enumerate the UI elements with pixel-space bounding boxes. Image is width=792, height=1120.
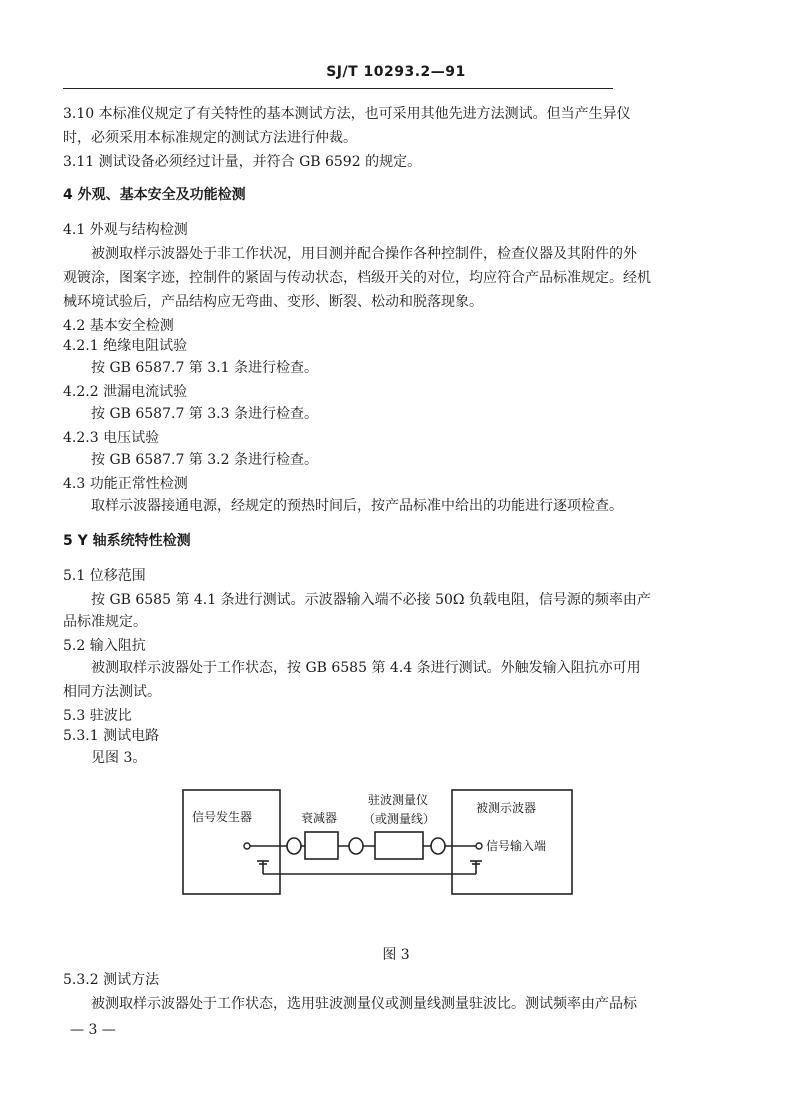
section-5-3-2-heading: 5.3.2 测试方法 <box>63 972 160 988</box>
para-5-3-1: 见图 3。 <box>91 750 147 766</box>
section-4-3-heading: 4.3 功能正常性检测 <box>63 476 188 492</box>
para-3-11: 3.11 测试设备必须经过计量，并符合 GB 6592 的规定。 <box>63 154 422 170</box>
section-4-2-2-heading: 4.2.2 泄漏电流试验 <box>63 384 188 400</box>
test-circuit-diagram <box>180 785 580 900</box>
attenuator-box <box>305 832 338 859</box>
swr-meter-box <box>375 832 423 859</box>
section-4-2-3-heading: 4.2.3 电压试验 <box>63 430 160 446</box>
section-5-2-heading: 5.2 输入阻抗 <box>63 638 146 654</box>
section-4-heading: 4 外观、基本安全及功能检测 <box>63 187 246 203</box>
para-5-2-line1: 被测取样示波器处于工作状态，按 GB 6585 第 4.4 条进行测试。外触发输入阻抗亦可用 <box>91 660 641 676</box>
signal-input-label: 信号输入端 <box>486 839 547 853</box>
section-4-1-heading: 4.1 外观与结构检测 <box>63 222 188 238</box>
section-4-2-1-heading: 4.2.1 绝缘电阻试验 <box>63 338 188 354</box>
connector-2 <box>349 838 363 854</box>
para-3-10-line1: 3.10 本标准仪规定了有关特性的基本测试方法，也可采用其他先进方法测试。但当产生异仪 <box>63 106 631 122</box>
oscilloscope-label: 被测示波器 <box>476 801 537 815</box>
signal-generator-label: 信号发生器 <box>192 810 253 824</box>
connector-3 <box>431 838 445 854</box>
para-4-1-line2: 观镀涂，图案字迹，控制件的紧固与传动状态，档级开关的对位，均应符合产品标准规定。经机 <box>63 270 651 286</box>
swr-meter-label-2: （或测量线） <box>363 812 436 826</box>
section-5-1-heading: 5.1 位移范围 <box>63 568 146 584</box>
swr-meter-label-1: 驻波测量仪 <box>368 793 429 807</box>
para-4-1-line1: 被测取样示波器处于非工作状况，用目测并配合操作各种控制件，检查仪器及其附件的外 <box>91 246 637 262</box>
section-5-3-heading: 5.3 驻波比 <box>63 708 132 724</box>
para-5-1-line2: 品标准规定。 <box>63 614 147 630</box>
scope-input-terminal <box>476 843 482 849</box>
attenuator-label: 衰减器 <box>301 811 338 825</box>
para-3-10-line2: 时，必须采用本标准规定的测试方法进行仲裁。 <box>63 130 357 146</box>
section-5-3-1-heading: 5.3.1 测试电路 <box>63 728 160 744</box>
connector-1 <box>287 838 301 854</box>
para-4-2-1: 按 GB 6587.7 第 3.1 条进行检查。 <box>91 360 318 376</box>
document-code: SJ/T 10293.2—91 <box>326 64 466 80</box>
para-4-3: 取样示波器接通电源，经规定的预热时间后，按产品标准中给出的功能进行逐项检查。 <box>91 498 623 514</box>
section-5-heading: 5 Y 轴系统特性检测 <box>63 533 191 549</box>
page-number: — 3 — <box>70 1022 116 1038</box>
para-4-2-3: 按 GB 6587.7 第 3.2 条进行检查。 <box>91 452 318 468</box>
para-4-1-line3: 械环境试验后，产品结构应无弯曲、变形、断裂、松动和脱落现象。 <box>63 294 483 310</box>
para-5-1-line1: 按 GB 6585 第 4.1 条进行测试。示波器输入端不必接 50Ω 负载电阻，信号源的频率由产 <box>91 592 651 608</box>
signal-generator-box <box>183 790 280 894</box>
figure-caption: 图 3 <box>382 947 410 963</box>
section-4-2-heading: 4.2 基本安全检测 <box>63 318 174 334</box>
para-4-2-2: 按 GB 6587.7 第 3.3 条进行检查。 <box>91 406 318 422</box>
para-5-2-line2: 相同方法测试。 <box>63 684 161 700</box>
header-rule <box>63 88 613 89</box>
generator-output-terminal <box>244 843 250 849</box>
para-5-3-2-line1: 被测取样示波器处于工作状态，选用驻波测量仪或测量线测量驻波比。测试频率由产品标 <box>91 996 637 1012</box>
